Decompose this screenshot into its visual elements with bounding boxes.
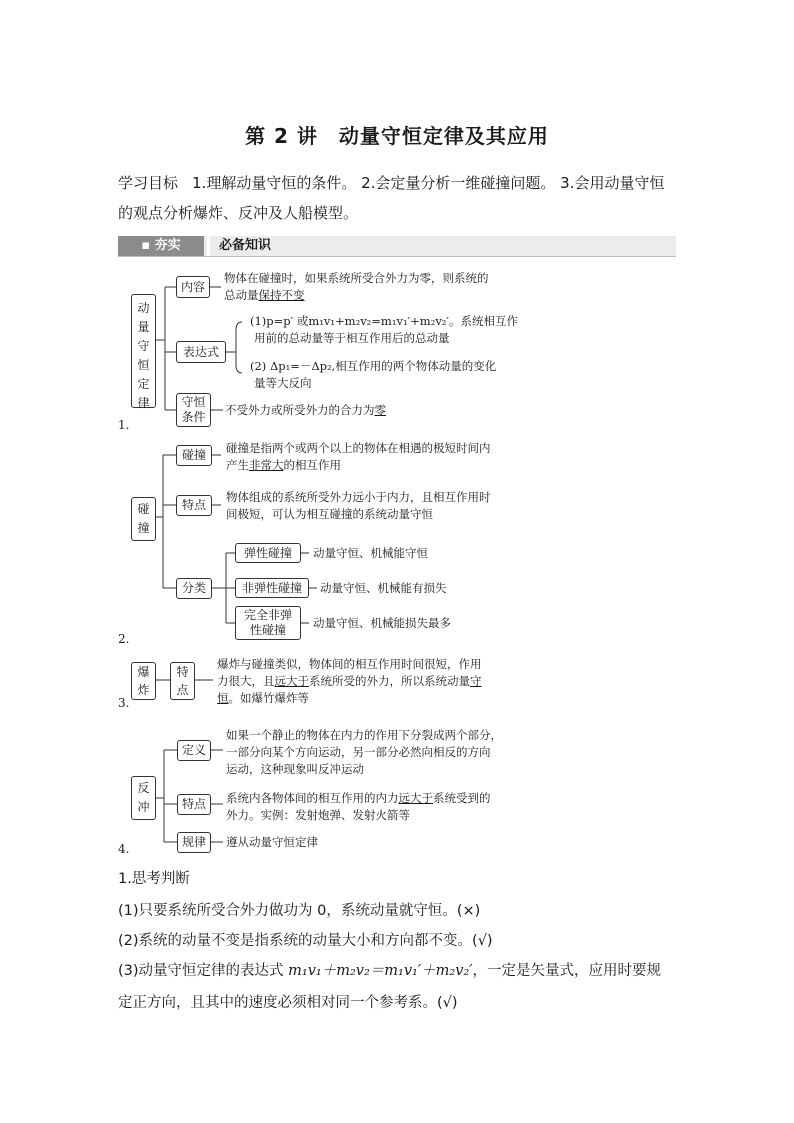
underlined-text: 远大于 xyxy=(274,674,309,688)
text-span: 产生 xyxy=(226,458,249,472)
d4-main-box xyxy=(131,776,156,820)
d2-tedian-text-b: 间极短，可认为相互碰撞的系统动量守恒 xyxy=(226,507,433,521)
d2-perfect-text: 动量守恒、机械能损失最多 xyxy=(313,616,451,630)
d3-main-char: 炸 xyxy=(137,683,150,697)
text-span: 总动量 xyxy=(224,288,259,302)
box-line: 条件 xyxy=(181,410,206,424)
d4-guilv-box: 规律 xyxy=(177,832,211,853)
text-span: 系统内各物体间的相互作用的内力 xyxy=(226,791,399,805)
d2-main-box xyxy=(131,497,156,541)
text-span: ，一定是矢量式，应用时要规 xyxy=(472,963,662,979)
d1-shouheng-box xyxy=(176,393,211,427)
d2-inelastic-text: 动量守恒、机械能有损失 xyxy=(320,581,447,595)
formula: m₁v₁＋m₂v₂＝m₁v₁′＋m₂v₂′ xyxy=(288,963,473,979)
d1-main-char: 量 xyxy=(137,320,150,334)
underlined-text: 保持不变 xyxy=(258,288,305,302)
d4-dingyi-a: 如果一个静止的物体在内力的作用下分裂成两个部分， xyxy=(226,728,502,742)
d4-dingyi-c: 运动，这种现象叫反冲运动 xyxy=(226,762,364,776)
judge-q2: (2)系统的动量不变是指系统的动量大小和方向都不变。(√) xyxy=(118,933,493,949)
d2-pengzhuang-text-a: 碰撞是指两个或两个以上的物体在相遇的极短时间内 xyxy=(226,441,491,455)
text-span: 的相互作用 xyxy=(283,458,341,472)
d2-number: 2. xyxy=(118,632,130,646)
d1-main-char: 动 xyxy=(137,301,150,315)
underlined-text: 守 xyxy=(470,674,482,688)
banner-tag: ▪ 夯实 xyxy=(118,236,204,256)
d2-elastic-box: 弹性碰撞 xyxy=(235,543,301,563)
d1-neirong-text-a: 物体在碰撞时，如果系统所受合外力为零，则系统的 xyxy=(224,271,489,285)
d3-text-a: 爆炸与碰撞类似，物体间的相互作用时间很短，作用 xyxy=(217,657,482,671)
d1-shouheng-text xyxy=(225,402,386,419)
d4-dingyi-box: 定义 xyxy=(177,740,211,761)
d3-text-b xyxy=(217,673,482,690)
d3-main-char: 爆 xyxy=(137,665,150,679)
box-line: 完全非弹 xyxy=(243,608,292,622)
d2-main-char: 碰 xyxy=(137,502,150,516)
d2-fenlei-box: 分类 xyxy=(176,578,212,599)
text-span: 力很大，且 xyxy=(217,674,275,688)
d2-tedian-box: 特点 xyxy=(176,495,212,516)
d1-expr2-a: (2) Δp₁=－Δp₂,相互作用的两个物体动量的变化 xyxy=(250,359,497,373)
judge-q3-line1 xyxy=(118,956,678,986)
text-span: 系统所受的外力，所以系统动量 xyxy=(309,674,470,688)
d1-biaodashi-box: 表达式 xyxy=(176,341,226,363)
box-line: 性碰撞 xyxy=(249,623,286,637)
d1-expr1-b: 用前的总动量等于相互作用后的总动量 xyxy=(254,331,450,345)
d2-main-char: 撞 xyxy=(137,521,150,535)
page-title: 第 2 讲 动量守恒定律及其应用 xyxy=(245,124,549,148)
d1-main-char: 律 xyxy=(137,396,150,410)
d4-tedian-b: 外力。实例：发射炮弹、发射火箭等 xyxy=(226,808,410,822)
d3-text-c xyxy=(217,690,309,707)
box-line: 守恒 xyxy=(181,395,206,409)
d1-expr1-a: (1)p=p′ 或m₁v₁+m₂v₂=m₁v₁′+m₂v₂′。系统相互作 xyxy=(250,314,519,328)
judge-q3-line2: 定正方向，且其中的速度必须相对同一个参考系。(√) xyxy=(118,995,458,1011)
d4-tedian-box: 特点 xyxy=(177,794,211,815)
underlined-text: 零 xyxy=(374,403,386,417)
underlined-text: 恒 xyxy=(217,691,229,705)
d4-main-char: 反 xyxy=(137,781,150,795)
d2-pengzhuang-box: 碰撞 xyxy=(176,445,212,466)
d3-tedian-box xyxy=(170,662,195,700)
underlined-text: 远大于 xyxy=(398,791,433,805)
d2-pengzhuang-text-b xyxy=(226,457,341,474)
text-span: 不受外力或所受外力的合力为 xyxy=(225,403,375,417)
objectives-text: 1.理解动量守恒的条件。 2.会定量分析一维碰撞问题。 3.会用动量守恒的观点分析爆炸、反冲及人船模型。 xyxy=(118,174,665,222)
d1-neirong-box: 内容 xyxy=(176,276,210,298)
d1-neirong-text-b xyxy=(224,287,305,304)
d4-main-char: 冲 xyxy=(137,800,150,814)
d2-tedian-text-a: 物体组成的系统所受外力远小于内力，且相互作用时 xyxy=(226,490,491,504)
text-span: (3)动量守恒定律的表达式 xyxy=(118,963,289,979)
text-span: 系统受到的 xyxy=(433,791,491,805)
d3-main-box xyxy=(131,662,156,700)
d3-tedian-char: 特 xyxy=(176,665,189,679)
d3-number: 3. xyxy=(118,696,130,710)
d1-main-char: 定 xyxy=(137,377,150,391)
banner-label: 必备知识 xyxy=(219,238,272,253)
d4-number: 4. xyxy=(118,842,130,856)
objectives-heading: 学习目标 xyxy=(118,174,179,192)
d2-perfect-box xyxy=(235,606,301,640)
d2-elastic-text: 动量守恒、机械能守恒 xyxy=(313,546,428,560)
underlined-text: 非常大 xyxy=(249,458,284,472)
judge-heading: 1.思考判断 xyxy=(118,871,190,887)
d4-guilv-text: 遵从动量守恒定律 xyxy=(226,835,318,849)
d1-main-box xyxy=(131,294,156,408)
d1-number: 1. xyxy=(118,418,130,432)
d4-tedian-a xyxy=(226,790,491,807)
d1-expr2-b: 量等大反向 xyxy=(254,376,312,390)
text-span: 。如爆竹爆炸等 xyxy=(228,691,309,705)
d1-main-char: 守 xyxy=(137,339,150,353)
d1-main-char: 恒 xyxy=(137,358,150,372)
d2-inelastic-box: 非弹性碰撞 xyxy=(235,578,309,598)
d3-tedian-char: 点 xyxy=(176,683,189,697)
judge-q1: (1)只要系统所受合外力做功为 0，系统动量就守恒。(×) xyxy=(118,903,481,919)
d4-dingyi-b: 一部分向某个方向运动，另一部分必然向相反的方向 xyxy=(226,745,491,759)
